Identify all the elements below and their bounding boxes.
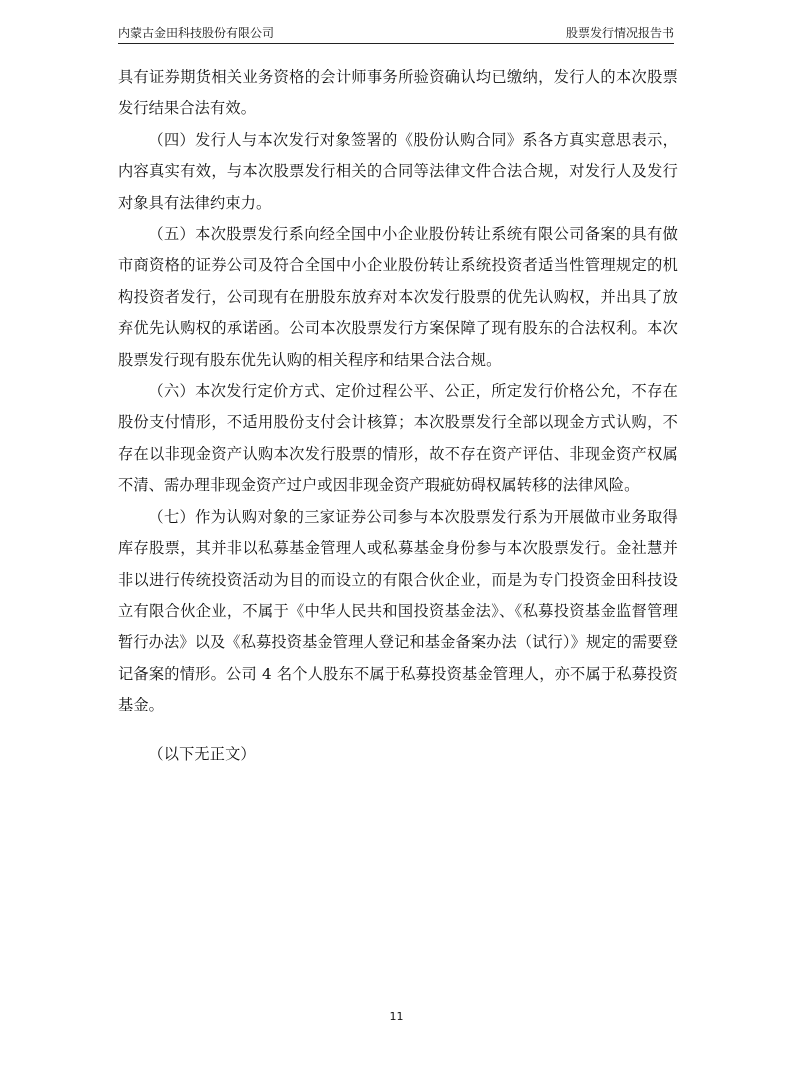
page-number: 11	[389, 1010, 404, 1023]
paragraph-item-5: （五）本次股票发行系向经全国中小企业股份转让系统有限公司备案的具有做市商资格的证券公司及符合全国中小企业股份转让系统投资者适当性管理规定的机构投资者发行，公司现有在册股东放弃对本次发行股票的优先认购权，并出具了放弃优先认购权的承诺函。公司本次股票发行方案保障了现有股东的合法权利。本次股票发行现有股东优先认购的相关程序和结果合法合规。	[118, 225, 678, 369]
header-document-title: 股票发行情况报告书	[565, 26, 674, 40]
paragraph-item-7: （七）作为认购对象的三家证券公司参与本次股票发行系为开展做市业务取得库存股票，其并非以私募基金管理人或私募基金身份参与本次股票发行。金社慧并非以进行传统投资活动为目的而设立的有限合伙企业，而是为专门投资金田科技设立有限合伙企业，不属于《中华人民共和国投资基金法》、《私募投资基金监督管理暂行办法》以及《私募投资基金管理人登记和基金备案办法（试行）》规定的需要登记备案的情形。公司 4 名个人股东不属于私募投资基金管理人，亦不属于私募投资基金。	[118, 507, 678, 715]
paragraph-item-4: （四）发行人与本次发行对象签署的《股份认购合同》系各方真实意思表示，内容真实有效，与本次股票发行相关的合同等法律文件合法合规，对发行人及发行对象具有法律约束力。	[118, 130, 678, 212]
paragraph-continuation: 具有证券期货相关业务资格的会计师事务所验资确认均已缴纳，发行人的本次股票发行结果合法有效。	[118, 68, 678, 118]
paragraph-item-6: （六）本次发行定价方式、定价过程公平、公正，所定发行价格公允，不存在股份支付情形，不适用股份支付会计核算；本次股票发行全部以现金方式认购，不存在以非现金资产认购本次发行股票的情形，故不存在资产评估、非现金资产权属不清、需办理非现金资产过户或因非现金资产瑕疵妨碍权属转移的法律风险。	[118, 382, 678, 495]
header-company-name: 内蒙古金田科技股份有限公司	[118, 26, 275, 40]
closing-note: （以下无正文）	[148, 744, 256, 763]
page-header	[118, 23, 674, 44]
document-body	[118, 62, 678, 770]
